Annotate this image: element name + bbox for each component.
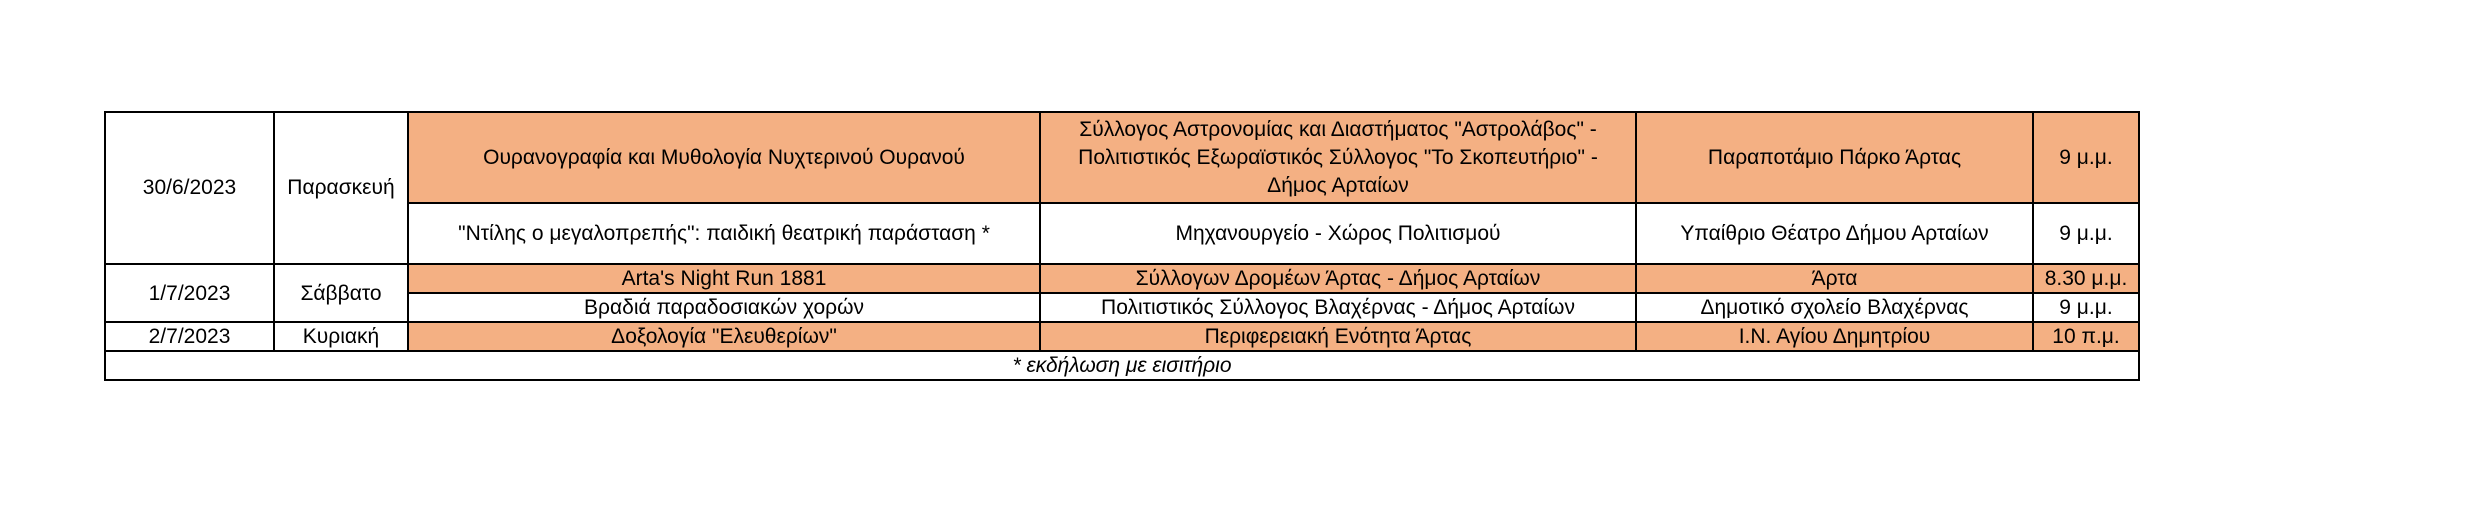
organizer-line: Σύλλογος Αστρονομίας και Διαστήματος "Αστρολάβος" -	[1079, 117, 1597, 141]
venue-cell: Παραποτάμιο Πάρκο Άρτας	[1636, 112, 2033, 203]
event-title-cell: Arta's Night Run 1881	[408, 264, 1040, 293]
table-row	[105, 322, 2139, 351]
organizer-cell: Πολιτιστικός Σύλλογος Βλαχέρνας - Δήμος Αρταίων	[1040, 293, 1636, 322]
event-title-cell: Βραδιά παραδοσιακών χορών	[408, 293, 1040, 322]
footnote: * εκδήλωση με εισιτήριο	[105, 351, 2139, 380]
organizer-cell: Σύλλογων Δρομέων Άρτας - Δήμος Αρταίων	[1040, 264, 1636, 293]
organizer-cell: Περιφερειακή Ενότητα Άρτας	[1040, 322, 1636, 351]
event-title-cell: Ουρανογραφία και Μυθολογία Νυχτερινού Ουρανού	[408, 112, 1040, 203]
venue-cell: Άρτα	[1636, 264, 2033, 293]
weekday-cell: Σάββατο	[274, 264, 408, 322]
venue-cell: Υπαίθριο Θέατρο Δήμου Αρταίων	[1636, 203, 2033, 264]
organizer-cell	[1040, 112, 1636, 203]
weekday-cell: Κυριακή	[274, 322, 408, 351]
event-title-cell: "Ντίλης ο μεγαλοπρεπής": παιδική θεατρική παράσταση *	[408, 203, 1040, 264]
time-cell: 9 μ.μ.	[2033, 293, 2139, 322]
footnote-row	[105, 351, 2139, 380]
venue-cell: Δημοτικό σχολείο Βλαχέρνας	[1636, 293, 2033, 322]
time-cell: 9 μ.μ.	[2033, 203, 2139, 264]
time-cell: 9 μ.μ.	[2033, 112, 2139, 203]
venue-cell: Ι.Ν. Αγίου Δημητρίου	[1636, 322, 2033, 351]
organizer-line: Πολιτιστικός Εξωραϊστικός Σύλλογος "Το Σκοπευτήριο" -	[1078, 145, 1598, 169]
table-row	[105, 203, 2139, 264]
date-cell: 1/7/2023	[105, 264, 274, 322]
organizer-cell: Μηχανουργείο - Χώρος Πολιτισμού	[1040, 203, 1636, 264]
date-cell: 2/7/2023	[105, 322, 274, 351]
organizer-line: Δήμος Αρταίων	[1267, 173, 1409, 197]
date-cell: 30/6/2023	[105, 112, 274, 264]
table-row	[105, 293, 2139, 322]
events-schedule-table	[104, 111, 2140, 381]
table-row	[105, 264, 2139, 293]
event-title-cell: Δοξολογία "Ελευθερίων"	[408, 322, 1040, 351]
time-cell: 10 π.μ.	[2033, 322, 2139, 351]
weekday-cell: Παρασκευή	[274, 112, 408, 264]
table-row	[105, 112, 2139, 203]
time-cell: 8.30 μ.μ.	[2033, 264, 2139, 293]
